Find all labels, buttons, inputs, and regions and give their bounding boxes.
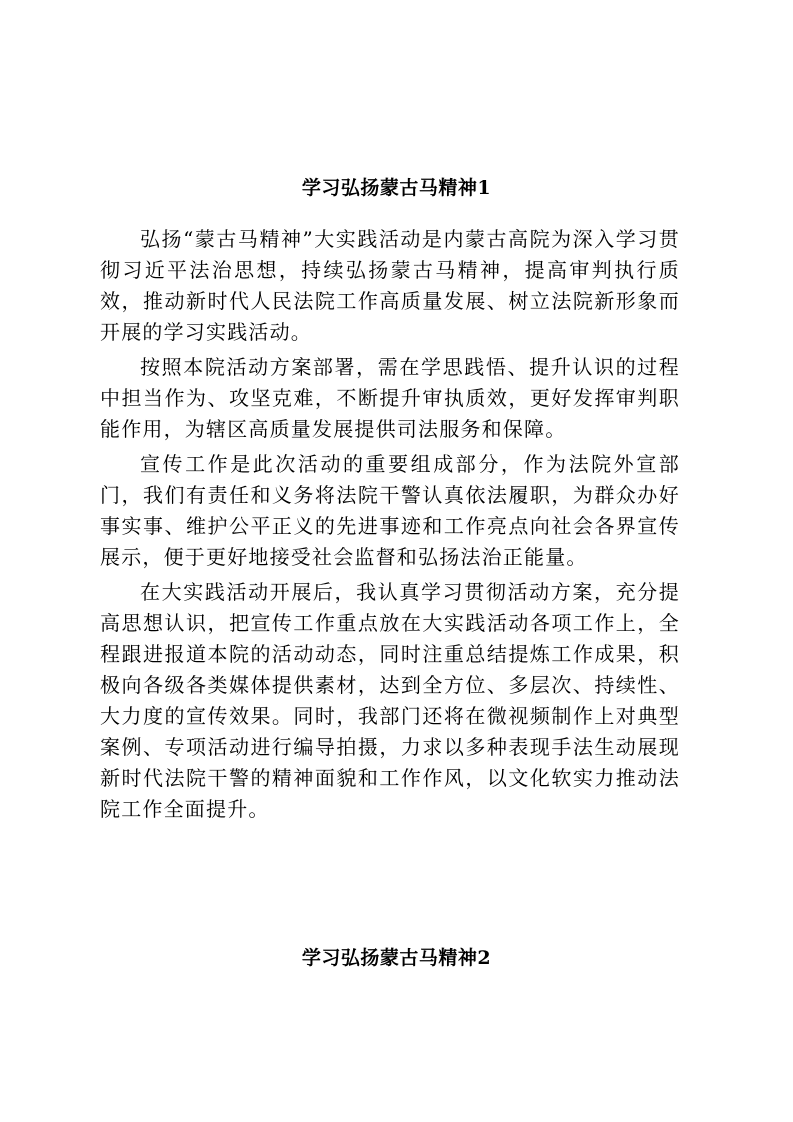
section-title-2: 学习弘扬蒙古马精神2 [301, 947, 492, 969]
paragraph-2: 按照本院活动方案部署，需在学思践悟、提升认识的过程中担当作为、攻坚克难，不断提升审执质效，更好发挥审判职能作用，为辖区高质量发展提供司法服务和保障。 [100, 355, 680, 441]
document-body [100, 224, 680, 829]
paragraph-3: 宣传工作是此次活动的重要组成部分，作为法院外宣部门，我们有责任和义务将法院干警认真依法履职，为群众办好事实事、维护公平正义的先进事迹和工作亮点向社会各界宣传展示，便于更好地接受社会监督和弘扬法治正能量。 [100, 452, 680, 569]
paragraph-1: 弘扬“蒙古马精神”大实践活动是内蒙古高院为深入学习贯彻习近平法治思想，持续弘扬蒙古马精神，提高审判执行质效，推动新时代人民法院工作高质量发展、树立法院新形象而开展的学习实践活动。 [100, 227, 680, 344]
section-title-1: 学习弘扬蒙古马精神1 [301, 177, 492, 199]
paragraph-4: 在大实践活动开展后，我认真学习贯彻活动方案，充分提高思想认识，把宣传工作重点放在大实践活动各项工作上，全程跟进报道本院的活动动态，同时注重总结提炼工作成果，积极向各级各类媒体提供素材，达到全方位、多层次、持续性、大力度的宣传效果。同时，我部门还将在微视频制作上对典型案例、专项活动进行编导拍摄，力求以多种表现手法生动展现新时代法院干警的精神面貌和工作作风，以文化软实力推动法院工作全面提升。 [100, 580, 680, 821]
